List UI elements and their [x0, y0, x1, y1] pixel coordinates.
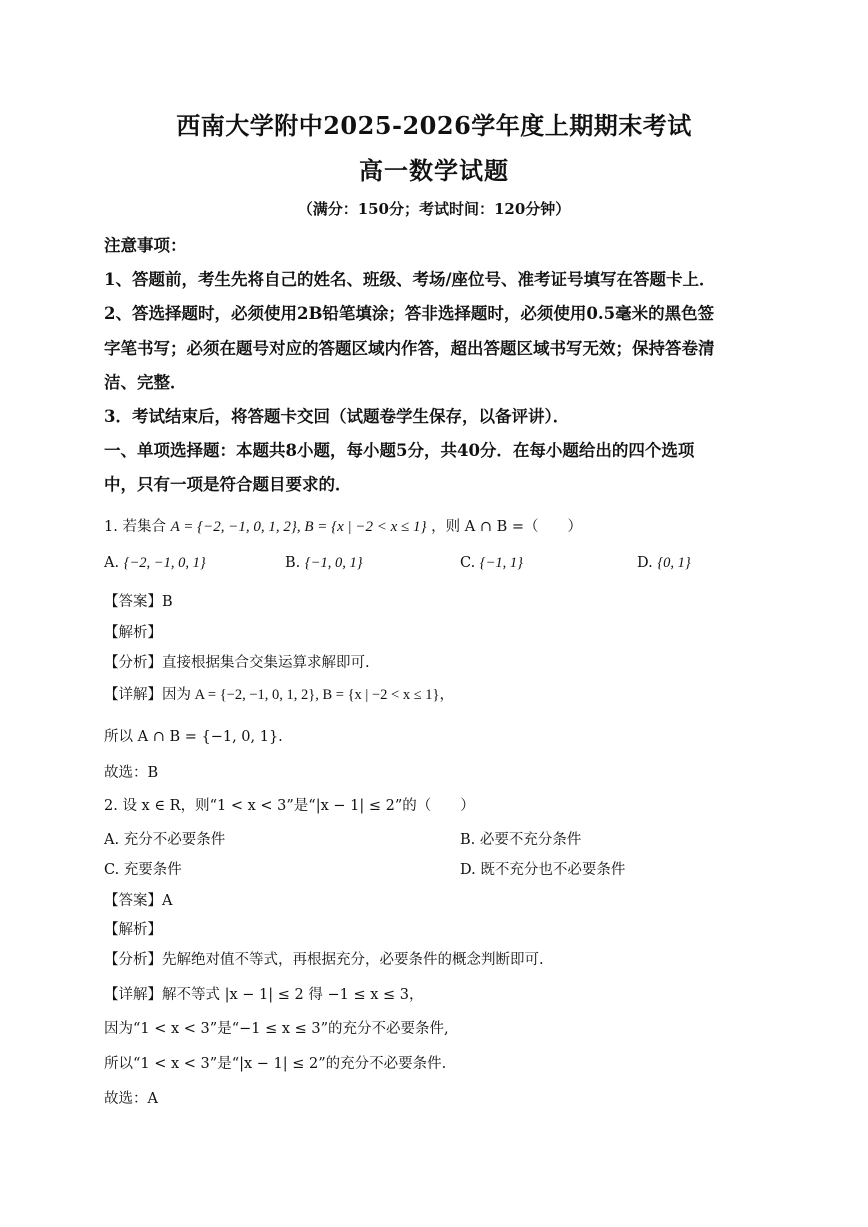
q1-fenxi: 【分析】直接根据集合交集运算求解即可.	[104, 655, 370, 671]
q2-jiexi: 【解析】	[104, 922, 162, 938]
q2-detail: 【详解】解不等式 |x − 1| ≤ 2 得 −1 ≤ x ≤ 3，	[104, 987, 424, 1003]
notes-line: 3．考试结束后，将答题卡交回（试题卷学生保存，以备评讲）．	[104, 407, 570, 426]
q2-fenxi: 【分析】先解绝对值不等式，再根据充分，必要条件的概念判断即可.	[104, 952, 544, 968]
q2-option-d: D. 既不充分也不必要条件	[460, 862, 626, 878]
notes-line: 2、答选择题时，必须使用2B铅笔填涂；答非选择题时，必须使用0.5毫米的黑色签	[104, 304, 715, 323]
notes-line: 1、答题前，考生先将自己的姓名、班级、考场/座位号、准考证号填写在答题卡上．	[104, 270, 716, 289]
q1-choose: 故选：B	[104, 765, 159, 781]
q1-answer: 【答案】B	[104, 594, 173, 610]
q1-option-d: D. {0, 1}	[637, 555, 691, 571]
notes-line: 字笔书写；必须在题号对应的答题区域内作答，超出答题区域书写无效；保持答卷清	[104, 339, 715, 358]
q1-detail: 所以 A ∩ B = {−1, 0, 1}.	[104, 729, 283, 745]
q2-answer: 【答案】A	[104, 893, 173, 909]
question-1-stem	[104, 515, 582, 536]
exam-subtitle: 高一数学试题	[359, 156, 509, 185]
q1-option-b: B. {−1, 0, 1}	[285, 555, 363, 571]
notes-line: 洁、完整．	[104, 373, 187, 392]
q1-option-c: C. {−1, 1}	[460, 555, 523, 571]
notes-heading: 注意事项：	[104, 236, 187, 255]
q2-option-a: A. 充分不必要条件	[104, 832, 226, 848]
exam-info: （满分：150分；考试时间：120分钟）	[297, 200, 571, 218]
question-1-suffix: ，则 A ∩ B =（ ）	[431, 519, 582, 535]
question-1-expression: A = {−2, −1, 0, 1, 2}, B = {x | −2 < x ≤ 1}	[170, 519, 427, 535]
q1-option-a: A. {−2, −1, 0, 1}	[104, 555, 206, 571]
section-heading: 中，只有一项是符合题目要求的．	[104, 475, 352, 494]
q2-choose: 故选：A	[104, 1091, 158, 1107]
section-heading: 一、单项选择题：本题共8小题，每小题5分，共40分．在每小题给出的四个选项	[104, 441, 695, 460]
q2-detail: 因为“1 < x < 3”是“−1 ≤ x ≤ 3”的充分不必要条件,	[104, 1021, 449, 1037]
q1-jiexi: 【解析】	[104, 625, 162, 641]
q1-detail: 【详解】因为 A = {−2, −1, 0, 1, 2}, B = {x | −2 < x ≤ 1}，	[104, 687, 454, 703]
q2-option-b: B. 必要不充分条件	[460, 832, 582, 848]
q2-detail: 所以“1 < x < 3”是“|x − 1| ≤ 2”的充分不必要条件.	[104, 1056, 447, 1072]
exam-title: 西南大学附中2025-2026学年度上期期末考试	[176, 111, 692, 140]
q2-option-c: C. 充要条件	[104, 862, 182, 878]
question-2-stem: 2. 设 x ∈ R，则“1 < x < 3”是“|x − 1| ≤ 2”的（ ）	[104, 798, 475, 814]
question-1-prefix: 1. 若集合	[104, 519, 166, 535]
